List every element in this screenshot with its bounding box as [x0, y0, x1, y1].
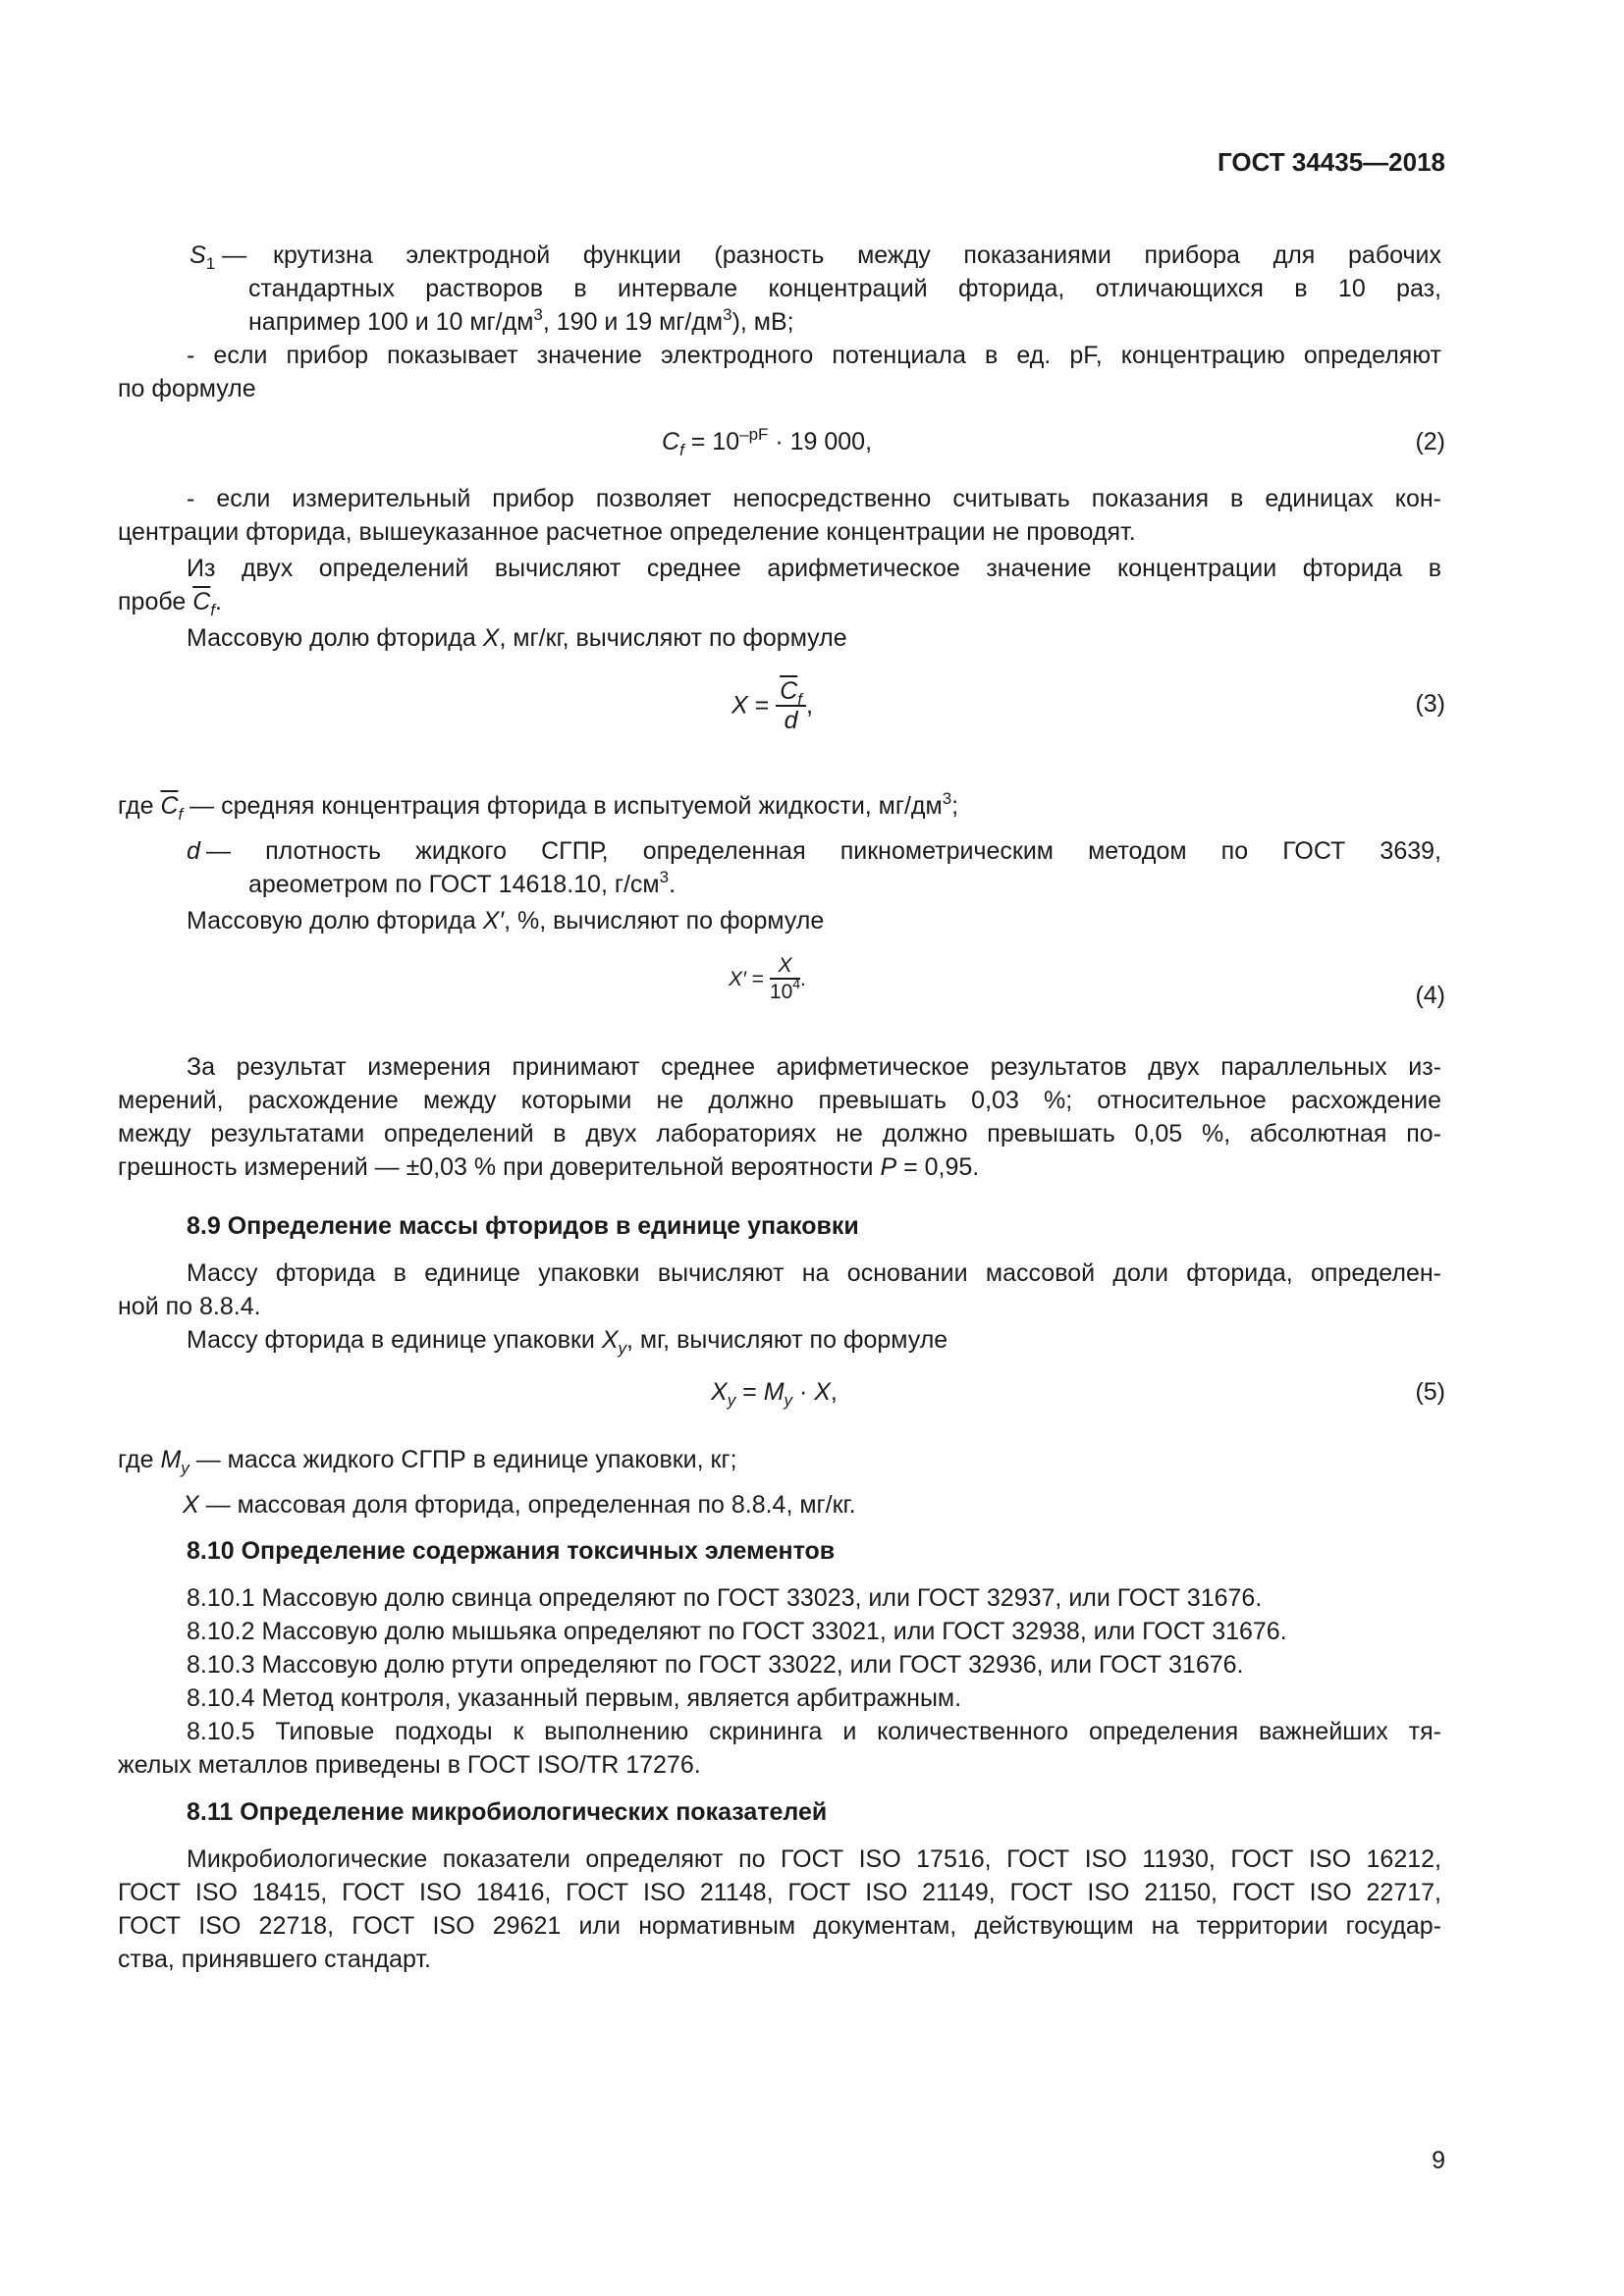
where3-line1: где $\overline{C}_f$ — средняя концентрация фторида в испытуемой жидкости, $мг/дм^3$;: [118, 789, 959, 824]
sec810-item4: 8.10.4 Метод контроля, указанный первым, является арбитражным.: [187, 1684, 962, 1712]
para-result-line2: мерений, расхождение между которыми не должно превышать 0,03 %; относительное расхождение: [118, 1087, 1441, 1114]
formula-3: X = $\frac{\overline{C}_f}{d}$ ,: [731, 677, 813, 734]
sec811-line4: ства, принявшего стандарт.: [118, 1946, 432, 1973]
formula-3-number: (3): [1415, 690, 1445, 718]
para-xprime: Массовую долю фторида X′, %, вычисляют по формуле: [187, 907, 825, 934]
para-pf-line2: по формуле: [118, 375, 256, 402]
s1-def-line3: например 100 и 10 $мг/дм^3$, 190 и 19 $мг/дм^3$), мВ;: [248, 305, 794, 336]
s1-def-line1: крутизна электродной функции (разность между показаниями прибора для рабочих: [273, 241, 1441, 269]
page-number: 9: [1432, 2147, 1445, 2174]
formula-5-number: (5): [1415, 1378, 1445, 1406]
where3-line3: ареометром по ГОСТ 14618.10, $г/см^3$.: [248, 868, 677, 898]
sec89-p2: Массу фторида в единице упаковки $X_y$, мг, вычисляют по формуле: [187, 1326, 948, 1358]
formula-3-fraction: $\frac{\overline{C}_f}{d}$: [776, 677, 806, 734]
sec810-item3: 8.10.3 Массовую долю ртути определяют по ГОСТ 33022, или ГОСТ 32936, или ГОСТ 31676.: [187, 1651, 1244, 1679]
para-mean-line1: Из двух определений вычисляют среднее арифметическое значение концентрации фторида в: [187, 555, 1441, 582]
para-result-line3: между результатами определений в двух лабораториях не должно превышать 0,05 %, абсолютная по-: [118, 1120, 1441, 1148]
sec811-line3: ГОСТ ISO 22718, ГОСТ ISO 29621 или нормативным документам, действующим на территории государ-: [118, 1912, 1441, 1940]
sec810-item5-line2: желых металлов приведены в ГОСТ ISO/TR 17276.: [118, 1751, 701, 1779]
where5-line2: X — массовая доля фторида, определенная по 8.8.4, мг/кг.: [183, 1491, 856, 1519]
where3-line2: — плотность жидкого СГПР, определенная пикнометрическим методом по ГОСТ 3639,: [206, 837, 1441, 865]
formula-2: $C_f = 10^{-pF} \cdot 19$ 000,: [662, 425, 873, 459]
formula-4: X′ = $\frac{X}{10^4}$ .: [729, 954, 806, 1003]
sec89-p1-line1: Массу фторида в единице упаковки вычисляют на основании массовой доли фторида, определен-: [187, 1259, 1441, 1287]
section-8-9-heading: 8.9 Определение массы фторидов в единице упаковки: [187, 1212, 859, 1240]
para-x: Массовую долю фторида X, мг/кг, вычисляют по формуле: [187, 624, 847, 652]
sec89-p1-line2: ной по 8.8.4.: [118, 1293, 261, 1320]
s1-term: $S_1$ —: [189, 241, 247, 273]
s1-def-line2: стандартных растворов в интервале концентраций фторида, отличающихся в 10 раз,: [248, 275, 1441, 302]
formula-2-number: (2): [1415, 428, 1445, 455]
para-mean-line2: пробе $\overline{C}_f$.: [118, 588, 222, 619]
formula-5: $X_y = M_y \cdot X$,: [711, 1378, 838, 1410]
para-result-line1: За результат измерения принимают среднее арифметическое результатов двух параллельных из-: [187, 1053, 1441, 1081]
para-direct-line2: центрации фторида, вышеуказанное расчетное определение концентрации не проводят.: [118, 518, 1136, 546]
section-8-10-heading: 8.10 Определение содержания токсичных элементов: [187, 1537, 836, 1565]
section-8-11-heading: 8.11 Определение микробиологических показателей: [187, 1798, 828, 1826]
para-result-line4: грешность измерений — ±0,03 % при доверительной вероятности P = 0,95.: [118, 1153, 980, 1181]
para-direct-line1: - если измерительный прибор позволяет непосредственно считывать показания в единицах кон-: [187, 485, 1441, 512]
formula-4-fraction: $\frac{X}{10^4}$: [769, 954, 801, 1003]
where3-d-symbol: d: [187, 837, 200, 865]
formula-4-number: (4): [1415, 982, 1445, 1009]
sec811-line1: Микробиологические показатели определяют по ГОСТ ISO 17516, ГОСТ ISO 11930, ГОСТ ISO 16212,: [187, 1845, 1441, 1873]
sec810-item2: 8.10.2 Массовую долю мышьяка определяют по ГОСТ 33021, или ГОСТ 32938, или ГОСТ 31676.: [187, 1618, 1287, 1645]
where5-line1: где $M_y$ — масса жидкого СГПР в единице упаковки, кг;: [118, 1446, 737, 1477]
para-pf-line1: - если прибор показывает значение электродного потенциала в ед. pF, концентрацию определяют: [187, 342, 1441, 369]
document-header: ГОСТ 34435—2018: [1218, 147, 1445, 177]
sec810-item1: 8.10.1 Массовую долю свинца определяют по ГОСТ 33023, или ГОСТ 32937, или ГОСТ 31676.: [187, 1584, 1263, 1612]
sec811-line2: ГОСТ ISO 18415, ГОСТ ISO 18416, ГОСТ ISO 21148, ГОСТ ISO 21149, ГОСТ ISO 21150, ГОСТ ISO 22717,: [118, 1879, 1441, 1906]
sec810-item5-line1: 8.10.5 Типовые подходы к выполнению скрининга и количественного определения важнейших тя-: [187, 1718, 1441, 1745]
